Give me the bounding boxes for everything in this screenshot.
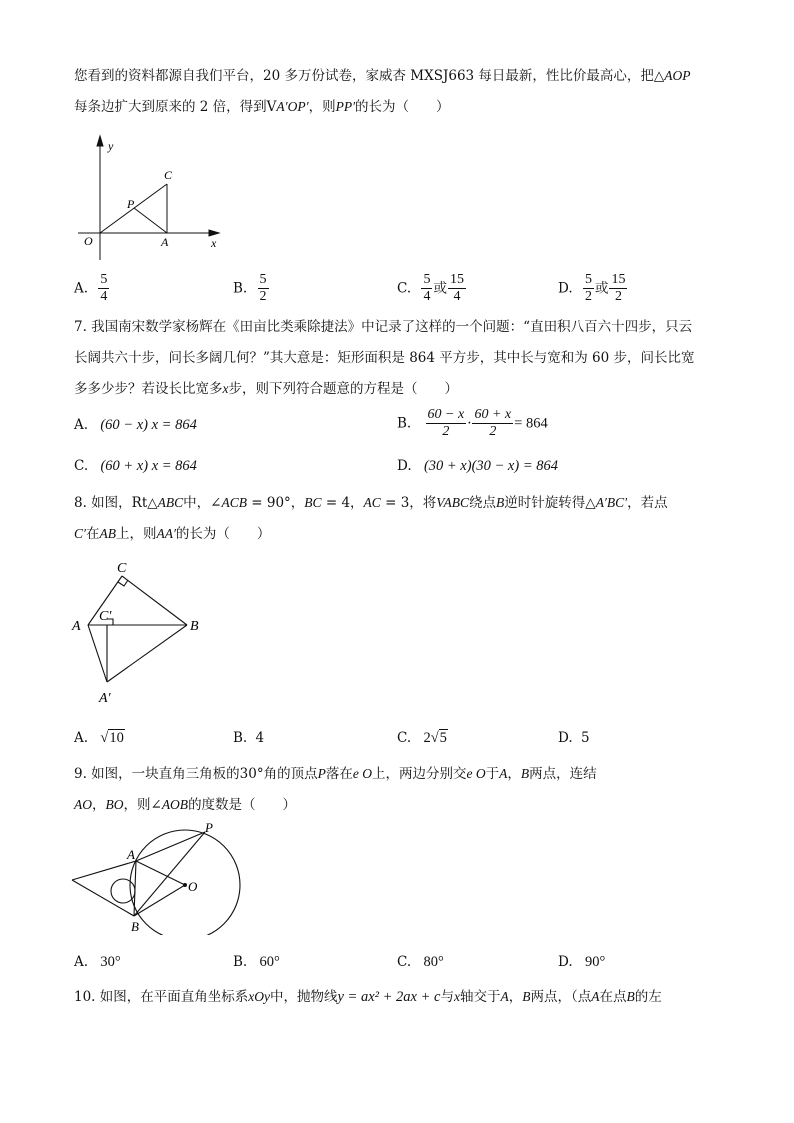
q6-text: 的长为（ ） bbox=[355, 99, 450, 115]
q7-option-c[interactable] bbox=[74, 457, 197, 475]
q9-var: e O bbox=[466, 766, 486, 781]
fraction bbox=[448, 272, 466, 305]
q9-text: 于 bbox=[485, 766, 500, 782]
q8-var: A′BC′ bbox=[595, 495, 628, 510]
option-label: C. bbox=[397, 730, 412, 746]
option-value: 90° bbox=[584, 954, 606, 970]
q8-stem-line1 bbox=[74, 494, 668, 512]
q9-var: B bbox=[520, 766, 530, 781]
equation: (30 + x)(30 − x) = 864 bbox=[423, 458, 558, 474]
numerator: 15 bbox=[611, 272, 626, 287]
numerator: 5 bbox=[100, 272, 108, 287]
q9-option-d[interactable] bbox=[558, 953, 605, 971]
numerator: 60 + x bbox=[474, 407, 512, 422]
segment-pa bbox=[134, 208, 167, 233]
q9-text: ， bbox=[507, 766, 521, 782]
q10-var: A bbox=[591, 989, 600, 1004]
denominator: 2 bbox=[584, 289, 592, 304]
q9-option-b[interactable] bbox=[233, 953, 280, 971]
numerator: 5 bbox=[259, 272, 267, 287]
numerator: 60 − x bbox=[427, 407, 465, 422]
equation: (60 − x) x = 864 bbox=[100, 417, 197, 433]
y-axis-arrow-icon bbox=[97, 136, 103, 146]
numerator: 5 bbox=[423, 272, 431, 287]
fraction bbox=[609, 272, 627, 305]
q10-var: xOy bbox=[248, 989, 270, 1004]
q7-option-d[interactable] bbox=[397, 457, 558, 475]
q9-text: 9. 如图，一块直角三角板的30°角的顶点 bbox=[74, 766, 318, 782]
q8-text: 的长为（ ） bbox=[175, 526, 271, 542]
q9-stem-line1 bbox=[74, 765, 597, 783]
option-label: B. bbox=[397, 415, 412, 432]
label-x: x bbox=[211, 236, 217, 250]
label-o: O bbox=[84, 234, 93, 248]
q6-option-a[interactable] bbox=[74, 272, 110, 305]
q8-figure bbox=[68, 556, 218, 706]
q6-option-c[interactable] bbox=[397, 272, 467, 305]
segment-aa2 bbox=[88, 625, 107, 682]
radicand: 5 bbox=[439, 730, 447, 746]
fraction bbox=[583, 272, 594, 305]
label-c: C bbox=[117, 561, 127, 576]
label-a: A bbox=[72, 619, 81, 634]
option-value: 80° bbox=[423, 954, 444, 970]
denominator: 4 bbox=[423, 289, 431, 304]
q8-var: VABC bbox=[436, 495, 470, 510]
coefficient: 2 bbox=[423, 730, 431, 746]
denominator: 2 bbox=[614, 289, 622, 304]
denominator: 2 bbox=[259, 289, 267, 304]
q9-figure bbox=[68, 820, 248, 935]
denominator: 4 bbox=[100, 289, 108, 304]
q8-text: ，若点 bbox=[627, 495, 668, 511]
numerator: 5 bbox=[584, 272, 592, 287]
q7-stem-line1 bbox=[74, 318, 692, 336]
q8-text: 绕点 bbox=[469, 495, 497, 511]
option-label: C. bbox=[74, 458, 89, 474]
q8-text: = 90°， bbox=[246, 495, 305, 511]
option-label: B. bbox=[233, 730, 248, 746]
triangle-hole bbox=[111, 879, 135, 903]
denominator: 2 bbox=[442, 424, 450, 439]
q10-var: B bbox=[626, 989, 635, 1004]
triangle-edge-bottom bbox=[72, 880, 134, 916]
label-a-prime: A′ bbox=[99, 691, 111, 706]
q9-text: 两点，连结 bbox=[529, 766, 597, 782]
option-label: A. bbox=[74, 280, 89, 297]
label-p: P bbox=[127, 197, 135, 211]
q7-stem-line2 bbox=[74, 349, 695, 367]
q6-stem-line1 bbox=[74, 67, 691, 85]
numerator: 15 bbox=[449, 272, 464, 287]
option-label: C. bbox=[397, 954, 412, 970]
q10-text: ， bbox=[508, 989, 523, 1005]
option-label: D. bbox=[558, 730, 573, 746]
fraction bbox=[258, 272, 269, 305]
q9-var: A bbox=[499, 766, 508, 781]
circle-o bbox=[130, 830, 240, 935]
q9-text: ， bbox=[92, 797, 106, 813]
option-label: B. bbox=[233, 280, 248, 297]
option-label: D. bbox=[558, 280, 573, 297]
q6-var-aop: AOP bbox=[664, 68, 691, 83]
label-y: y bbox=[108, 139, 114, 153]
fraction bbox=[426, 407, 467, 440]
q8-var: AA′ bbox=[156, 526, 176, 541]
q9-option-a[interactable] bbox=[74, 953, 121, 971]
label-c: C bbox=[164, 168, 173, 182]
right-angle-mark-c bbox=[118, 580, 128, 586]
q6-text: 您看到的资料都源自我们平台，20 多万份试卷，家威杏 MXSJ663 每日最新，性比价最高心，把△ bbox=[74, 68, 665, 84]
option-value: 60° bbox=[259, 954, 280, 970]
sqrt-expression: √10 bbox=[100, 730, 124, 746]
fraction bbox=[421, 272, 432, 305]
q7-text: 7. 我国南宋数学家杨辉在《田亩比类乘除捷法》中记录了这样的一个问题：“直田积八百六十四步，只云 bbox=[74, 319, 693, 335]
fraction bbox=[98, 272, 109, 305]
option-label: D. bbox=[558, 954, 573, 970]
q9-text: 落在 bbox=[325, 766, 353, 782]
q8-var: AB bbox=[99, 526, 116, 541]
q7-text: 步，则下列符合题意的方程是（ ） bbox=[228, 381, 458, 397]
q9-var: P bbox=[317, 766, 326, 781]
or-text: 或 bbox=[594, 280, 609, 297]
q8-text: 逆时针旋转得△ bbox=[504, 495, 596, 511]
q8-var: ACB bbox=[221, 495, 247, 510]
q6-option-d[interactable] bbox=[558, 272, 628, 305]
q8-var: ABC bbox=[157, 495, 184, 510]
option-label: A. bbox=[74, 954, 89, 970]
q9-option-c[interactable] bbox=[397, 953, 444, 971]
q8-var: AC bbox=[363, 495, 381, 510]
equation: (60 + x) x = 864 bbox=[100, 458, 197, 474]
option-label: A. bbox=[74, 730, 89, 746]
q7-text: 长阔共六十步，问长多阔几何？”其大意是：矩形面积是 864 平方步，其中长与宽和为 60 步，问长比宽 bbox=[74, 350, 695, 366]
option-label: D. bbox=[397, 458, 412, 474]
option-value: 30° bbox=[100, 954, 121, 970]
option-label: A. bbox=[74, 417, 89, 433]
q7-text: 多多少步？若设长比宽多 bbox=[74, 381, 223, 397]
q8-option-c[interactable] bbox=[397, 729, 448, 747]
q8-stem-line2 bbox=[74, 525, 270, 543]
q7-stem-line3 bbox=[74, 380, 458, 398]
q6-option-b[interactable] bbox=[233, 272, 270, 305]
q9-text: ，则∠ bbox=[123, 797, 162, 813]
q6-text: 每条边扩大到原来的 2 倍，得到 bbox=[74, 99, 267, 115]
q6-text: ，则 bbox=[308, 99, 336, 115]
q8-text: 8. 如图，Rt△ bbox=[74, 495, 158, 511]
q9-stem-line2 bbox=[74, 796, 296, 814]
triangle-edge-top bbox=[72, 861, 136, 880]
q10-text: 在点 bbox=[599, 989, 627, 1005]
q9-text: 的度数是（ ） bbox=[188, 797, 297, 813]
q10-text: 10. 如图，在平面直角坐标系 bbox=[74, 989, 249, 1005]
denominator: 2 bbox=[489, 424, 497, 439]
or-text: 或 bbox=[433, 280, 447, 297]
q8-option-d[interactable] bbox=[558, 729, 590, 747]
q8-text: = 4， bbox=[321, 495, 364, 511]
q10-var: A bbox=[500, 989, 509, 1004]
label-o: O bbox=[188, 879, 198, 894]
q9-var: AOB bbox=[161, 797, 189, 812]
sqrt-expression: 2√5 bbox=[423, 730, 447, 746]
label-b: B bbox=[131, 919, 139, 934]
q6-var: A′OP′ bbox=[276, 99, 309, 114]
q10-var: B bbox=[522, 989, 531, 1004]
q8-option-b[interactable] bbox=[233, 729, 264, 747]
center-dot bbox=[183, 883, 187, 887]
denominator: 4 bbox=[453, 289, 461, 304]
dot-operator: · bbox=[467, 415, 472, 432]
q8-option-a[interactable] bbox=[74, 729, 125, 747]
q8-var: B bbox=[496, 495, 505, 510]
q10-text: 与 bbox=[440, 989, 454, 1005]
q9-var: e O bbox=[352, 766, 372, 781]
fraction bbox=[472, 407, 513, 440]
q9-var: AO bbox=[74, 797, 92, 812]
q8-text: 中，∠ bbox=[183, 495, 222, 511]
q6-var: PP′ bbox=[335, 99, 356, 114]
option-value: 5 bbox=[580, 730, 590, 746]
segment-a2b bbox=[107, 625, 187, 682]
q10-var: x bbox=[453, 989, 460, 1004]
q6-figure bbox=[70, 132, 230, 262]
segment-cb bbox=[122, 576, 187, 625]
q8-text: 在 bbox=[85, 526, 100, 542]
equation-rhs: = 864 bbox=[514, 415, 548, 432]
option-label: B. bbox=[233, 954, 248, 970]
q6-stem-line2 bbox=[74, 98, 450, 116]
q8-text: = 3，将 bbox=[380, 495, 437, 511]
q10-text: 中，抛物线 bbox=[270, 989, 338, 1005]
q7-var-x: x bbox=[222, 381, 229, 396]
q9-var: BO bbox=[105, 797, 124, 812]
q10-text: 的左 bbox=[634, 989, 662, 1005]
q7-option-a[interactable] bbox=[74, 416, 197, 434]
q6-symbol: V bbox=[266, 99, 277, 115]
segment-bo bbox=[134, 885, 185, 916]
q10-text: 两点，（点 bbox=[530, 989, 592, 1005]
label-a: A bbox=[161, 235, 169, 249]
option-value: 4 bbox=[255, 730, 265, 746]
q9-text: 上，两边分别交 bbox=[371, 766, 467, 782]
q10-stem-line1 bbox=[74, 988, 662, 1006]
q8-text: 上，则 bbox=[115, 526, 157, 542]
label-p: P bbox=[205, 820, 213, 835]
q10-text: 轴交于 bbox=[459, 989, 501, 1005]
q7-option-b[interactable] bbox=[397, 407, 548, 440]
label-c-prime: C′ bbox=[99, 609, 112, 624]
q10-equation: y = ax² + 2ax + c bbox=[337, 989, 441, 1005]
label-b: B bbox=[190, 619, 199, 634]
q8-var: BC bbox=[304, 495, 322, 510]
q8-var: C′ bbox=[74, 526, 86, 541]
option-label: C. bbox=[397, 280, 412, 297]
label-a: A bbox=[127, 847, 135, 862]
segment-bp bbox=[134, 832, 205, 916]
radicand: 10 bbox=[109, 730, 124, 746]
